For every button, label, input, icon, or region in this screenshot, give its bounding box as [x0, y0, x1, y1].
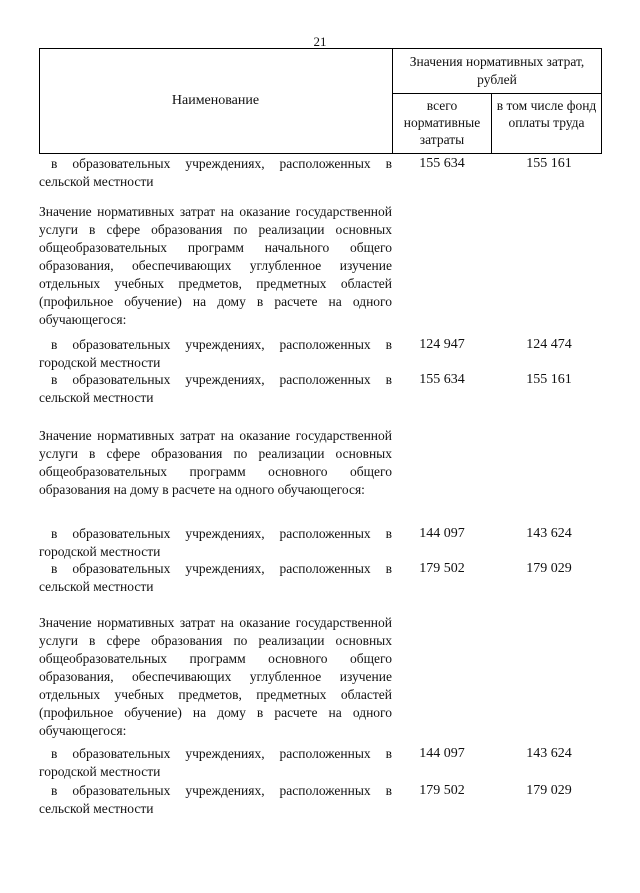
row-total: 179 502 [419, 783, 465, 798]
section-title: Значение нормативных затрат на оказание государственной услуги в сфере образования по реализации основных общеобразовательных программ основного общего образования на дому в расчете на одного обучающегося: [39, 428, 392, 497]
header-fund-column: в том числе фонд оплаты труда [496, 98, 597, 130]
row-name: в образовательных учреждениях, расположенных в сельской местности [39, 372, 392, 405]
row-total: 155 634 [419, 372, 465, 387]
row-fund: 155 161 [526, 156, 572, 171]
row-total: 155 634 [419, 156, 465, 171]
header-divider-horizontal [392, 93, 602, 94]
section-title: Значение нормативных затрат на оказание государственной услуги в сфере образования по реализации основных общеобразовательных программ начального общего образования, обеспечивающих углубленное изучение отдельных учебных предметов, предметных областей (профильное обучение) на дому в расчете на одного обучающегося: [39, 204, 392, 327]
row-total: 179 502 [419, 561, 465, 576]
row-name: в образовательных учреждениях, расположенных в сельской местности [39, 783, 392, 816]
page-number: 21 [313, 34, 327, 49]
row-total: 124 947 [419, 337, 465, 352]
table-header [39, 48, 602, 154]
row-fund: 143 624 [526, 746, 572, 761]
row-fund: 179 029 [526, 783, 572, 798]
header-total-column: всего нормативные затраты [403, 98, 481, 147]
row-name: в образовательных учреждениях, расположенных в сельской местности [39, 561, 392, 594]
row-name: в образовательных учреждениях, расположенных в сельской местности [39, 156, 392, 189]
row-fund: 155 161 [526, 372, 572, 387]
header-values-group: Значения нормативных затрат, рублей [409, 54, 585, 87]
row-name: в образовательных учреждениях, расположенных в городской местности [39, 746, 392, 779]
row-fund: 143 624 [526, 526, 572, 541]
row-total: 144 097 [419, 746, 465, 761]
row-name: в образовательных учреждениях, расположенных в городской местности [39, 526, 392, 559]
row-total: 144 097 [419, 526, 465, 541]
section-title: Значение нормативных затрат на оказание государственной услуги в сфере образования по реализации основных общеобразовательных программ основного общего образования, обеспечивающих углубленное изучение отдельных учебных предметов, предметных областей (профильное обучение) на дому в расчете на одного обучающегося: [39, 615, 392, 738]
header-name-column: Наименование [171, 93, 260, 108]
row-fund: 179 029 [526, 561, 572, 576]
row-name: в образовательных учреждениях, расположенных в городской местности [39, 337, 392, 370]
row-fund: 124 474 [526, 337, 572, 352]
